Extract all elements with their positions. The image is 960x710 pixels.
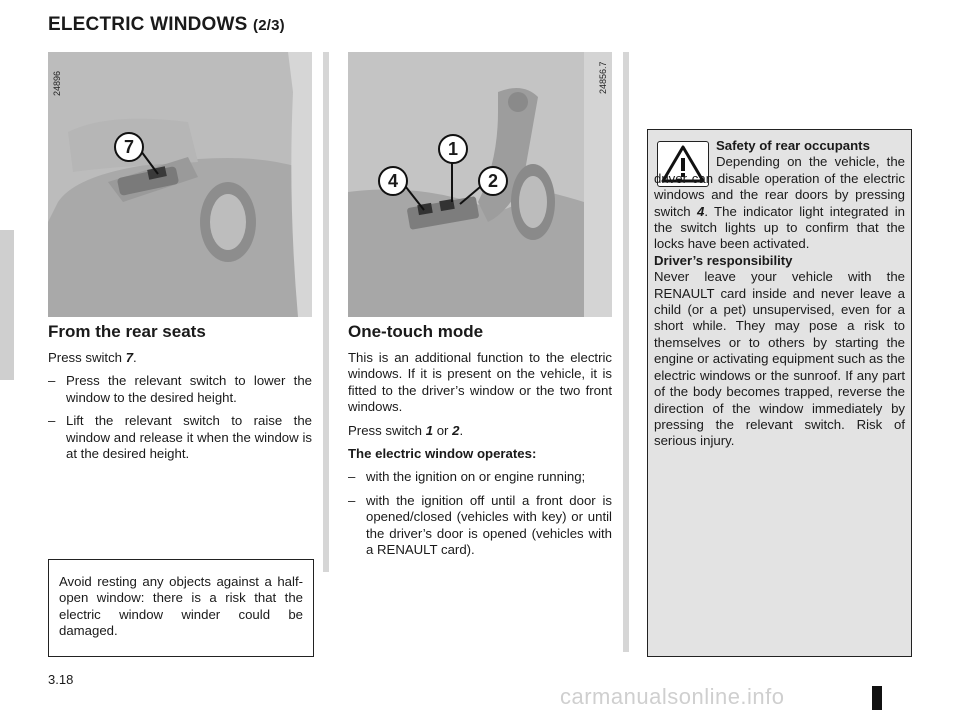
warning-text-1-ref: 4 xyxy=(696,203,705,219)
list-item: – with the ignition off until a front door is opened/closed (vehicles with key) or until the driver’s door is opened (vehicles with a RENAULT card). xyxy=(348,492,612,558)
press-suffix: . xyxy=(459,422,464,438)
one-touch-press xyxy=(348,423,612,439)
one-touch-para: This is an additional function to the electric windows. If it is present on the vehicle, it is fitted to the driver’s window or the two front windows. xyxy=(348,350,612,415)
warning-box xyxy=(647,129,912,657)
chapter-tab xyxy=(0,230,14,380)
warning-text-1-prefix: Depending on the vehicle, the driver can disable operation of the electric windows and the rear doors by pressing switch xyxy=(654,154,905,219)
operates-item-ignition-on: with the ignition on or engine running; xyxy=(366,469,586,485)
page-title xyxy=(48,14,285,36)
rear-intro-ref: 7 xyxy=(125,350,134,365)
rear-seats-heading: From the rear seats xyxy=(48,322,206,341)
press-ref-2: 2 xyxy=(452,422,460,438)
note-box xyxy=(48,559,314,657)
warning-content xyxy=(654,138,905,450)
watermark: carmanualsonline.info xyxy=(560,684,785,709)
callout-1: 1 xyxy=(438,134,468,164)
operates-item-ignition-off: with the ignition off until a front door is opened/closed (vehicles with key) or until the driver’s door is opened (vehicles with a RENAULT card). xyxy=(366,492,612,558)
title-part: (2/3) xyxy=(253,17,285,34)
rear-door-illustration xyxy=(48,52,312,317)
one-touch-heading: One-touch mode xyxy=(348,322,484,341)
one-touch-body xyxy=(348,350,612,565)
press-or: or xyxy=(433,422,453,438)
press-ref-1: 1 xyxy=(425,422,434,438)
figure-ref-right: 24856.7 xyxy=(598,61,608,94)
callout-2: 2 xyxy=(478,166,508,196)
callout-4: 4 xyxy=(378,166,408,196)
column-divider xyxy=(323,52,329,572)
rear-door-photo xyxy=(48,52,312,317)
title-text: ELECTRIC WINDOWS xyxy=(48,14,248,35)
corner-mark xyxy=(872,686,882,710)
list-item: – Press the relevant switch to lower the window to the desired height. xyxy=(48,373,312,405)
rear-seats-body xyxy=(48,350,312,469)
warning-text-1 xyxy=(654,154,905,252)
list-item: – Lift the relevant switch to raise the window and release it when the window is at the desired height. xyxy=(48,413,312,462)
operates-label: The electric window operates: xyxy=(348,446,537,462)
rear-item-lower: Press the relevant switch to lower the window to the desired height. xyxy=(66,373,312,405)
warning-text-1-suffix: . The indicator light integrated in the switch lights up to confirm that the locks have been activated. xyxy=(654,203,905,252)
driver-responsibility-title: Driver’s responsibility xyxy=(654,252,793,268)
rear-intro-suffix: . xyxy=(133,350,137,365)
note-text: Avoid resting any objects against a half-open window: there is a risk that the electric window winder could be damaged. xyxy=(59,574,303,639)
driver-responsibility-text: Never leave your vehicle with the RENAULT card inside and never leave a child (or a pet) unsupervised, even for a short while. They may pose a risk to themselves or to others by starting the engine or activating equipment such as the electric windows or the sunroof. If any part of the body becomes trapped, reverse the direction of the window immediately by pressing the relevant switch. Risk of serious injury. xyxy=(654,269,905,449)
list-item: – with the ignition on or engine running; xyxy=(348,469,612,485)
callout-7: 7 xyxy=(114,132,144,162)
rear-item-raise: Lift the relevant switch to raise the window and release it when the window is at the desired height. xyxy=(66,413,312,462)
warning-title: Safety of rear occupants xyxy=(716,138,870,153)
page-number: 3.18 xyxy=(48,672,74,687)
press-prefix: Press switch xyxy=(348,422,426,438)
rear-intro xyxy=(48,350,312,366)
rear-intro-prefix: Press switch xyxy=(48,350,126,365)
figure-ref-left: 24896 xyxy=(52,70,62,96)
column-divider xyxy=(623,52,629,652)
